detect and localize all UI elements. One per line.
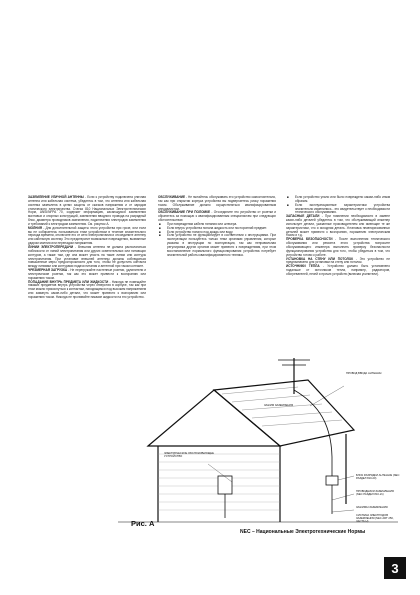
column-left <box>28 196 146 300</box>
paragraph-object-liquid-entry: ПОПАДАНИЕ ВНУТРЬ ПРЕДМЕТА ИЛИ ЖИДКОСТИ - Никогда не помещайте никаких предметов внутрь устройства через отверстия в корпусе, так как при этом можно прикоснуться к контактам, находящимся под высоким напряжением или замкнуть какие-либо детали, что может привести к возгоранию или поражению током. Никогда не проливайте никакие жидкости на это устройство. <box>28 279 146 299</box>
figure-caption: NEC – Национальные Электротехнические Нормы <box>240 529 366 535</box>
bullet-item: ■ При повреждении кабеля питания или штекера. <box>158 223 276 227</box>
antenna-grounding-figure <box>118 354 398 530</box>
roof-shingle <box>232 395 310 402</box>
bullet-item: ■ Если устройство упало или было повреждено каким-либо иным образом. <box>286 196 390 204</box>
callout-discharge-unit: БЛОК РАЗРЯДКИ АНТЕННЫ (NEC РАЗДЕЛ 810-20) <box>356 474 400 480</box>
column-right <box>286 196 390 277</box>
house-roof-side <box>214 380 354 446</box>
callout-leader <box>332 510 354 512</box>
paragraph-lightning: МОЛНИЯ - Для дополнительной защиты этого устройства при грозе, или если вы не собираетесь пользоваться этим устройством в течение значительного периода времени, отключите его от сети электропитания и отсоедините антенну или кабельную систему. Это предотвратит возможные повреждения, вызванные ударом молнии или перепадом напряжения. <box>28 225 146 246</box>
paragraph-wall-ceiling-mounting: УСТАНОВКА НА СТЕНУ ИЛИ ПОТОЛОК - Это устройство не предназначено для установки на стену или потолок. <box>286 256 391 265</box>
callout-electric-service: ЭЛЕКТРИЧЕСКОЕ ОБСЛУЖИВАЮЩЕЕ УСТРОЙСТВО <box>164 452 214 458</box>
paragraph-heat-sources: ИСТОЧНИКИ ТЕПЛА - Устройство должно быть установлено подальше от источников тепла, например, радиаторов, обогревателей, печей и прочих устройств (включая усилители). <box>286 264 390 276</box>
paragraph-outdoor-antenna-grounding: ЗАЗЕМЛЕНИЕ УЛИЧНОЙ АНТЕННЫ - Если к устройству подключена уличная антенна или кабельная система, убедитесь в том, что антенна или кабельная система заземлена в целях защиты от скачков напряжения и от зарядов статического электричества. Статья 810 Национальных Электротехнических Норм, ANSI/NFPA 70, содержит информацию, касающуюся заземления мачтовых и опорных конструкций, заземления вводного провода на разрядный блок, диаметра проводников заземления, подключения электродов заземления и требований к электродам заземления. См. рисунок A. <box>28 195 146 226</box>
page-number-badge: 3 <box>384 557 406 579</box>
callout-leader <box>310 386 344 406</box>
bullet-item: ■ Если устройство не функционирует в соответствии с инструкциями. При эксплуатации пользуйтесь только теми органами управления, которые указаны в инструкции по эксплуатации, так как неправильная регулировка других органов может привести к повреждениям, при этом восстановление нормального функционирования устройства потребует значительной работы квалифицированного техника. <box>158 234 276 257</box>
bullet-item: ■ Если внутрь устройства попала жидкость или посторонний предмет. <box>158 227 276 231</box>
paragraph-replacement-parts: ЗАПАСНЫЕ ДЕТАЛИ - При появлении необходимости в замене каких-либо деталей убедитесь в том, что обслуживающий инженер использует детали, указанные производителем или имеющие те же характеристики, что и исходная деталь. Установка неавторизованных деталей может привести к возгоранию, поражению электрическим током и т.д. <box>286 214 390 238</box>
column-middle <box>158 196 276 258</box>
callout-ground-clamps: ЗАЖИМЫ ЗАЗЕМЛЕНИЯ <box>356 506 388 509</box>
electric-service-box <box>218 476 232 494</box>
callout-ground-clamp: ЗАЖИМ ЗАЗЕМЛЕНИЯ <box>264 404 294 407</box>
callout-antenna-lead: ПРОВОД ВВОДА АНТЕННЫ <box>346 372 382 375</box>
bullet-item: ■ Если устройство попало под дождь или воду. <box>158 231 276 235</box>
roof-shingle <box>262 420 342 426</box>
house-roof <box>148 390 280 446</box>
callout-leader <box>332 494 354 500</box>
callout-power-service: СИСТЕМА ЭЛЕКТРОДОВ ЗАЗЕМЛЕНИЯ (NEC ART 250, ЧАСТЬ H) <box>356 514 394 523</box>
figure-label: Рис. A <box>131 519 155 528</box>
callout-grounding-conductors: ПРОВОДНИКИ ЗАЗЕМЛЕНИЯ (NEC РАЗДЕЛ 810-21) <box>356 490 394 496</box>
paragraph-safety-check: ПРОВЕРКА БЕЗОПАСНОСТИ - После выполнения технического обслуживания или ремонта этого устройства попросите обслуживающего инженера выполнить проверку безопасности функционирования устройства для того, чтобы убедиться в том, что устройство готово к работе. <box>286 237 390 257</box>
paragraph-overloading: ЧРЕЗМЕРНАЯ ЗАГРУЗКА - Не перегружайте настенные розетки, удлинители и электрические розетки, так как это может привести к возгоранию или поражению током. <box>28 268 146 280</box>
antenna-lead-in-wire <box>294 390 332 476</box>
bullet-item: ■ Если эксплуатационные характеристики устройства значительно изменились - это свидетельствует о необходимости технического обслуживания. <box>286 204 390 216</box>
paragraph-servicing: ОБСЛУЖИВАНИЕ - Не пытайтесь обслуживать это устройство самостоятельно, так как при открытии корпуса устройства вы подвергаетесь риску поражения током. Обслуживание должно осуществляться квалифицированным специалистом. <box>158 195 276 211</box>
antenna-discharge-unit <box>326 476 338 485</box>
paragraph-power-lines: ЛИНИИ ЭЛЕКТРОПЕРЕДАЧИ - Внешняя антенна не должна располагаться поблизости от линий электропитания или других осветительных или питающих контуров, а также там, где она может упасть на такие линии или контуры электропитания. При установке внешней антенны должны соблюдаться повышенные меры предосторожности для того, чтобы не допустить контакта между линиями или контурами подачи питания и антенной при таком контакте. <box>28 244 146 269</box>
paragraph-damage-servicing: ОБСЛУЖИВАНИЕ ПРИ ПОЛОМКЕ - Отсоедините это устройство от розетки и обратитесь за помощью к квалифицированным специалистам при следующих обстоятельствах: <box>158 210 276 223</box>
